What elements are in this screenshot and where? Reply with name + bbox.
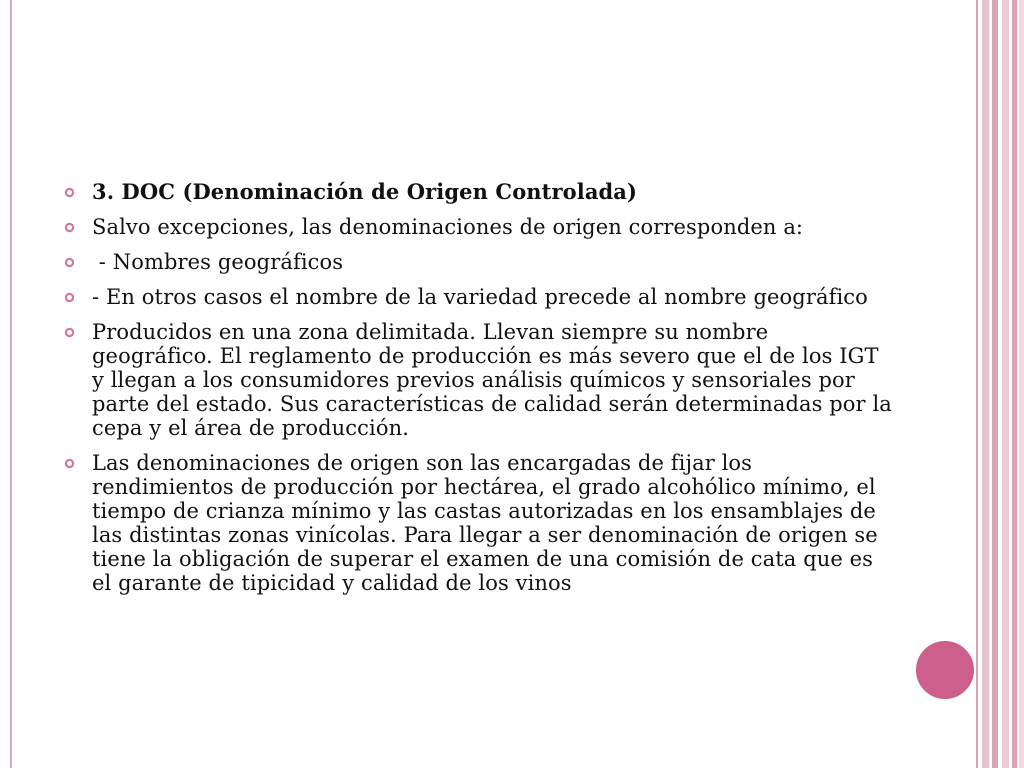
right-stripe bbox=[1012, 0, 1017, 768]
bullet-item bbox=[64, 451, 894, 595]
bullet-text: Producidos en una zona delimitada. Llevan siempre su nombre geográfico. El reglamento de producción es más severo que el de los IGT y llegan a los consumidores previos análisis químicos y sensoriales por parte del estado. Sus características de calidad serán determinadas por la cepa y el área de producción. bbox=[92, 320, 892, 440]
right-stripe bbox=[1019, 0, 1024, 768]
right-stripe bbox=[1002, 0, 1009, 768]
bullet-text: Las denominaciones de origen son las encargadas de fijar los rendimientos de producción por hectárea, el grado alcohólico mínimo, el tiempo de crianza mínimo y las castas autorizadas en los ensamblajes de las distintas zonas vinícolas. Para llegar a ser denominación de origen se tiene la obligación de superar el examen de una comisión de cata que es el garante de tipicidad y calidad de los vinos bbox=[92, 451, 878, 595]
ring-bullet-icon bbox=[64, 327, 75, 338]
right-stripe bbox=[992, 0, 998, 768]
slide-bullet-list bbox=[64, 180, 894, 606]
bullet-item bbox=[64, 250, 894, 274]
ring-bullet-icon bbox=[64, 292, 75, 303]
bullet-text: - Nombres geográficos bbox=[92, 250, 344, 274]
bullet-item bbox=[64, 320, 894, 440]
bullet-item-heading bbox=[64, 180, 894, 204]
ring-bullet-icon bbox=[64, 257, 75, 268]
right-stripe bbox=[976, 0, 978, 768]
right-stripe bbox=[982, 0, 989, 768]
left-border-line bbox=[10, 0, 12, 768]
ring-bullet-icon bbox=[64, 187, 75, 198]
bullet-text: 3. DOC (Denominación de Origen Controlada) bbox=[92, 179, 638, 204]
ring-bullet-icon bbox=[64, 458, 75, 469]
decorative-circle bbox=[914, 639, 976, 701]
bullet-text: - En otros casos el nombre de la variedad precede al nombre geográfico bbox=[92, 285, 868, 309]
bullet-item bbox=[64, 285, 894, 309]
bullet-text: Salvo excepciones, las denominaciones de origen corresponden a: bbox=[92, 215, 804, 239]
ring-bullet-icon bbox=[64, 222, 75, 233]
bullet-item bbox=[64, 215, 894, 239]
